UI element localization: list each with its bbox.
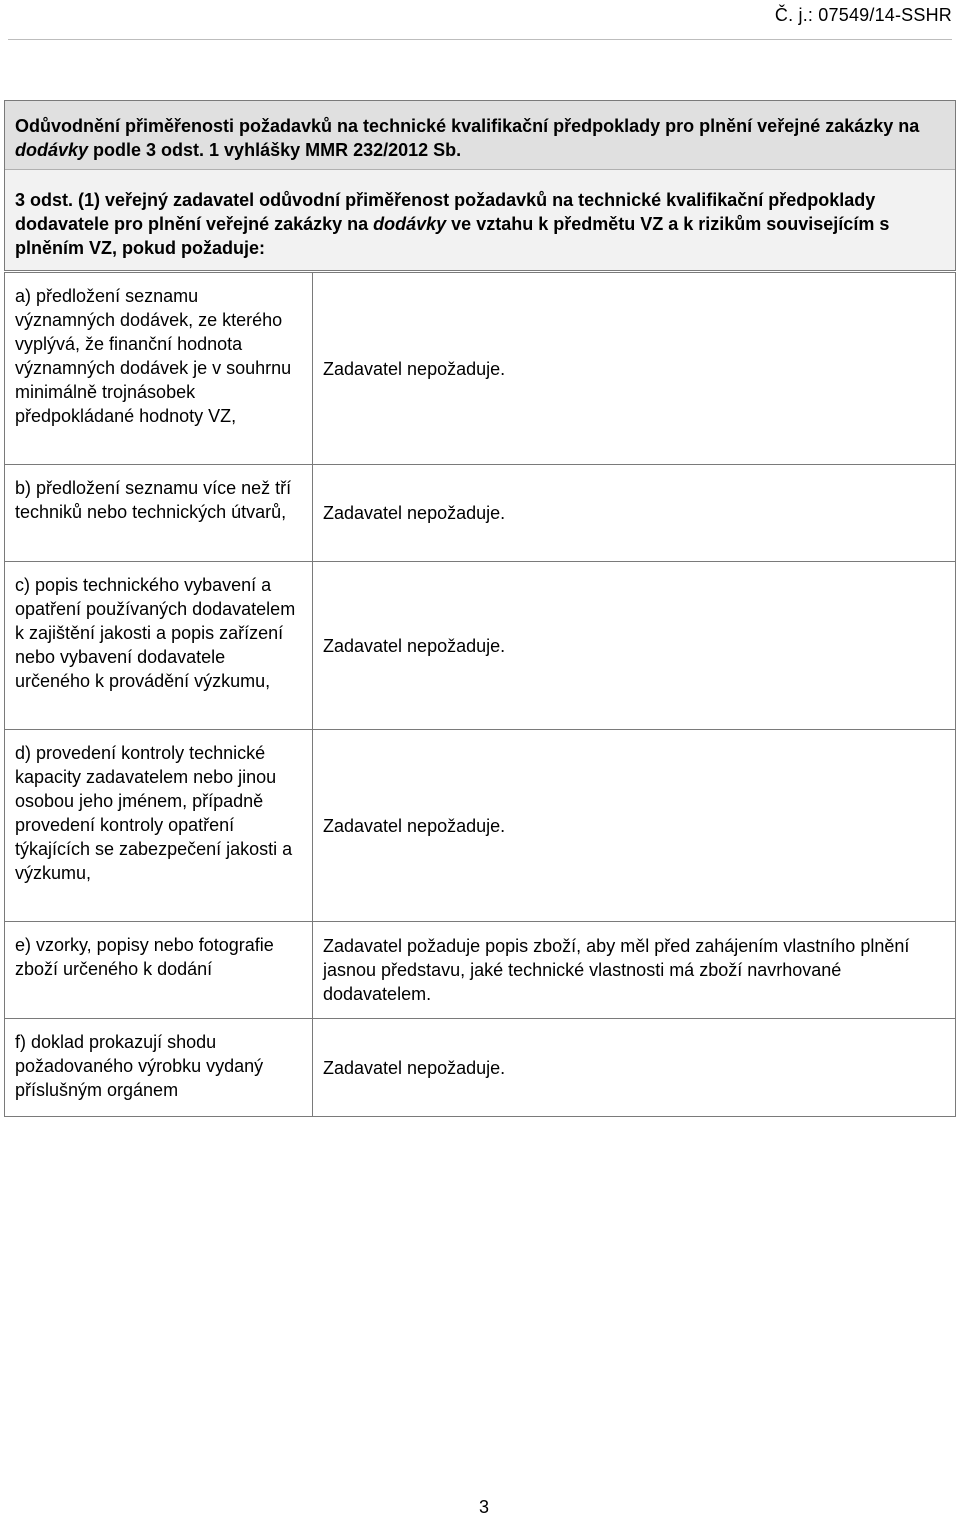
table-row bbox=[5, 465, 956, 562]
table-row bbox=[5, 562, 956, 730]
document-reference: Č. j.: 07549/14-SSHR bbox=[774, 5, 952, 25]
section-title-text-end: podle 3 odst. 1 vyhlášky MMR 232/2012 Sb. bbox=[88, 140, 462, 160]
response-cell: Zadavatel nepožaduje. bbox=[313, 1019, 956, 1117]
requirements-table bbox=[4, 272, 956, 1117]
table-row bbox=[5, 273, 956, 465]
section-title bbox=[5, 101, 955, 170]
header-divider bbox=[8, 39, 952, 40]
table-row bbox=[5, 730, 956, 922]
requirement-cell: d) provedení kontroly technické kapacity zadavatelem nebo jinou osobou jeho jménem, případně provedení kontroly opatření týkajících se zabezpečení jakosti a výzkumu, bbox=[5, 730, 313, 922]
table-row bbox=[5, 922, 956, 1019]
requirement-cell: b) předložení seznamu více než tří techniků nebo technických útvarů, bbox=[5, 465, 313, 562]
legal-paragraph-text: 3 odst. (1) veřejný zadavatel odůvodní přiměřenost požadavků na technické kvalifikační předpoklady dodavatele pro plnění veřejné zakázky na bbox=[15, 190, 876, 234]
response-cell: Zadavatel nepožaduje. bbox=[313, 273, 956, 465]
section-title-emphasis: dodávky bbox=[15, 140, 89, 160]
response-cell: Zadavatel nepožaduje. bbox=[313, 465, 956, 562]
response-cell: Zadavatel požaduje popis zboží, aby měl před zahájením vlastního plnění jasnou představu, jaké technické vlastnosti má zboží navrhované dodavatelem. bbox=[313, 922, 956, 1019]
response-cell: Zadavatel nepožaduje. bbox=[313, 562, 956, 730]
requirement-cell: c) popis technického vybavení a opatření používaných dodavatelem k zajištění jakosti a popis zařízení nebo vybavení dodavatele určeného k provádění výzkumu, bbox=[5, 562, 313, 730]
legal-paragraph-emphasis: dodávky bbox=[373, 214, 447, 234]
requirement-cell: e) vzorky, popisy nebo fotografie zboží určeného k dodání bbox=[5, 922, 313, 1019]
section-title-text: Odůvodnění přiměřenosti požadavků na technické kvalifikační předpoklady pro plnění veřejné zakázky na bbox=[15, 116, 920, 136]
page-number: 3 bbox=[478, 1497, 489, 1517]
justification-header-box bbox=[4, 100, 956, 271]
legal-paragraph bbox=[5, 170, 955, 270]
legal-paragraph-text-end: ve vztahu k předmětu VZ a k rizikům souvisejícím s plněním VZ, pokud požaduje: bbox=[15, 214, 890, 258]
table-row bbox=[5, 1019, 956, 1117]
response-cell: Zadavatel nepožaduje. bbox=[313, 730, 956, 922]
requirement-cell: a) předložení seznamu významných dodávek, ze kterého vyplývá, že finanční hodnota významných dodávek je v souhrnu minimálně trojnásobek předpokládané hodnoty VZ, bbox=[5, 273, 313, 465]
requirement-cell: f) doklad prokazují shodu požadovaného výrobku vydaný příslušným orgánem bbox=[5, 1019, 313, 1117]
